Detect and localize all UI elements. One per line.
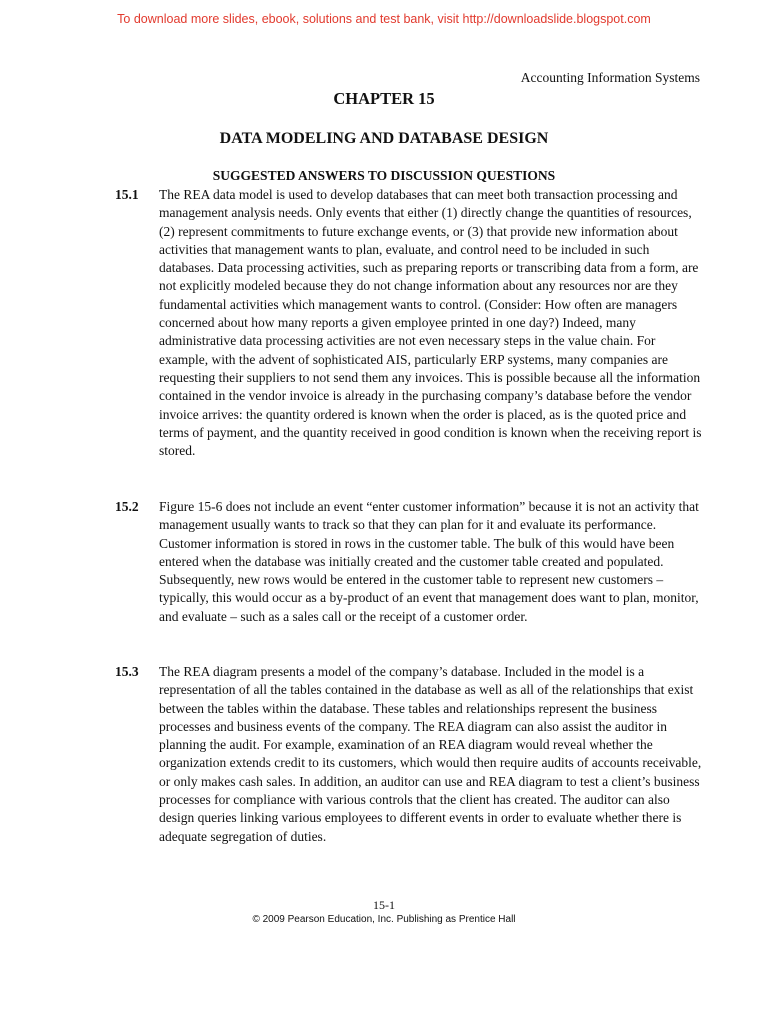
answer-number: 15.3: [115, 664, 139, 679]
answer-number: 15.1: [115, 187, 139, 202]
chapter-label: CHAPTER 15: [333, 89, 435, 108]
download-banner-link[interactable]: To download more slides, ebook, solutions and test bank, visit http://downloadslide.blogspot.com: [117, 12, 651, 26]
answer-block-15-3: [115, 663, 705, 846]
copyright-notice: © 2009 Pearson Education, Inc. Publishing as Prentice Hall: [252, 914, 516, 925]
answer-text: The REA data model is used to develop databases that can meet both transaction processing and management analysis needs. Only events that either (1) directly change the quantities of resources, (2) represent commitments to future exchange events, or (3) that provide new information about activities that management wants to plan, evaluate, and control need to be included in such databases. Data processing activities, such as preparing reports or transcribing data from a form, are not explicitly modeled because they do not change information about any resources nor are they fundamental activities which management wants to control. (Consider: How often are managers concerned about how many reports a given employee printed in one day?) Indeed, many administrative data processing activities are not even necessary steps in the value chain. For example, with the advent of sophisticated AIS, particularly ERP systems, many companies are requesting their suppliers to not send them any invoices. This is possible because all the information contained in the vendor invoice is already in the purchasing company’s database before the vendor invoice arrives: the quantity ordered is known when the order is placed, as is the quoted price and terms of payment, and the quantity received in good condition is known when the receiving report is stored.: [159, 187, 702, 459]
answer-number: 15.2: [115, 499, 139, 514]
answer-text: The REA diagram presents a model of the company’s database. Included in the model is a representation of all the tables contained in the database as well as all of the relationships that exist between the tables within the database. These tables and relationships represent the business processes and business events of the company. The REA diagram can also assist the auditor in planning the audit. For example, examination of an REA diagram would reveal whether the organization extends credit to its customers, which would then require audits of accounts receivable, or only makes cash sales. In addition, an auditor can use and REA diagram to test a client’s business processes for compliance with various controls that the client has created. The auditor can also design queries linking various employees to different events in order to evaluate whether there is adequate segregation of duties.: [159, 664, 702, 844]
answer-block-15-2: [115, 498, 705, 626]
chapter-title: DATA MODELING AND DATABASE DESIGN: [219, 130, 549, 147]
book-title-header: Accounting Information Systems: [520, 70, 700, 85]
page-number: 15-1: [373, 898, 395, 912]
section-title: SUGGESTED ANSWERS TO DISCUSSION QUESTIONS: [212, 168, 556, 183]
answer-block-15-1: [115, 186, 705, 460]
answer-text: Figure 15-6 does not include an event “enter customer information” because it is not an activity that management usually wants to track so that they can plan for it and evaluate its performance. Customer information is stored in rows in the customer table. The bulk of this would have been entered when the database was initially created and the customer table created and populated. Subsequently, new rows would be entered in the customer table to represent new customers – typically, this would occur as a by-product of an event that management does want to plan, monitor, and evaluate – such as a sales call or the receipt of a customer order.: [159, 499, 699, 624]
